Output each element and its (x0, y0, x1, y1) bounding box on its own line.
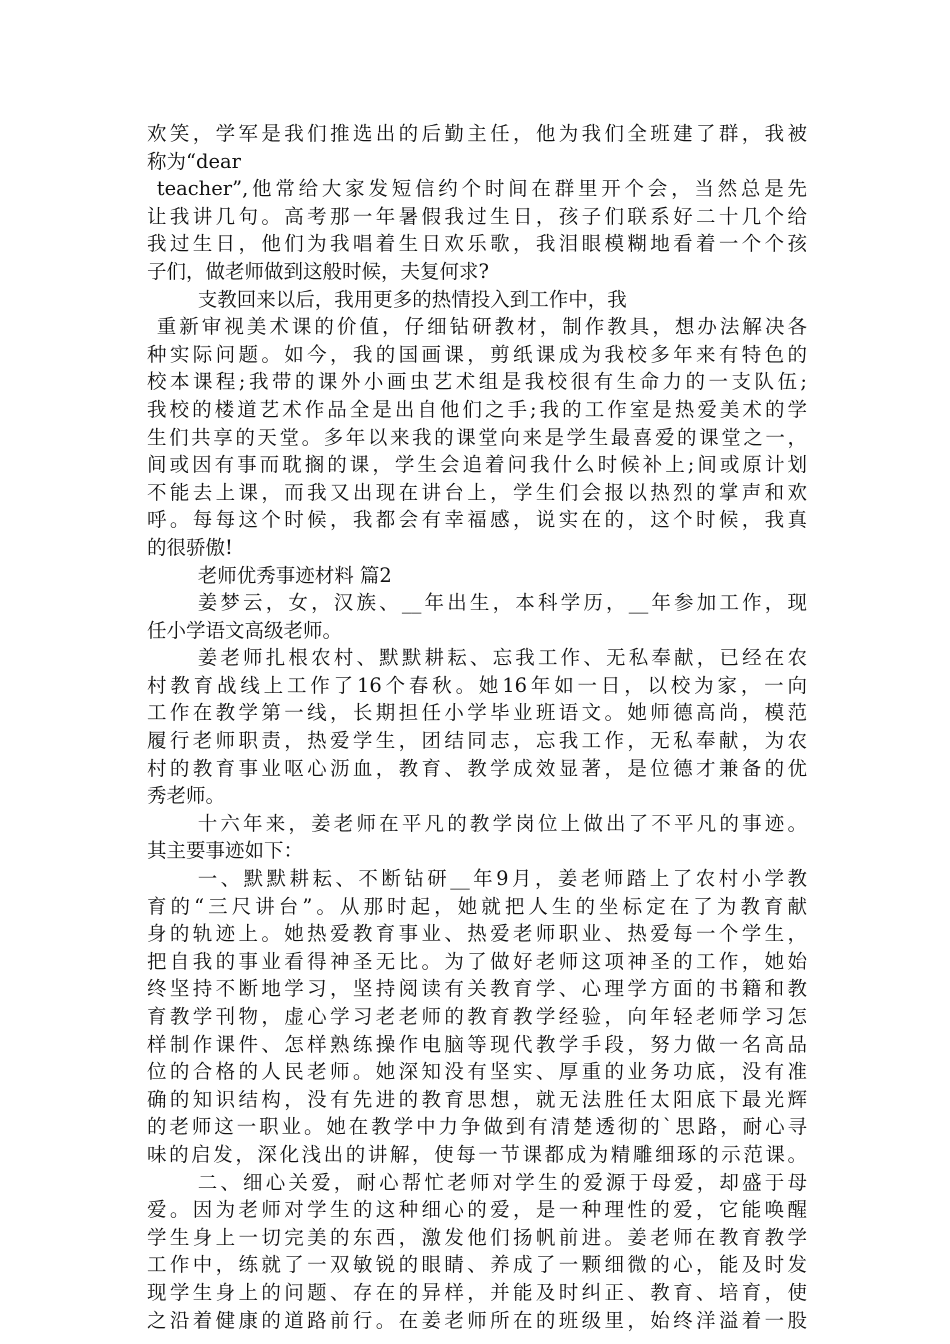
text-line: 村教育战线上工作了16个春秋。她16年如一日，以校为家，一向 (147, 673, 807, 697)
text-line: 工作中，练就了一双敏锐的眼睛、养成了一颗细微的心，能及时发 (147, 1253, 807, 1277)
paragraph-start-line: 姜梦云，女，汉族、__年出生，本科学历，__年参加工作，现 (197, 591, 807, 615)
text-line: 欢笑，学军是我们推选出的后勤主任，他为我们全班建了群，我被 (147, 122, 807, 145)
paragraph-start-line: 二、细心关爱，耐心帮忙老师对学生的爱源于母爱，却盛于母 (197, 1170, 807, 1194)
paragraph-start-line: 姜老师扎根农村、默默耕耘、忘我工作、无私奉献，已经在农 (197, 646, 807, 670)
text-line: teacher”,他常给大家发短信约个时间在群里开个会，当然总是先 (156, 177, 807, 201)
text-line: 确的知识结构，没有先进的教育思想，就无法胜任太阳底下最光辉 (147, 1087, 807, 1111)
text-line: 校本课程;我带的课外小画虫艺术组是我校很有生命力的一支队伍; (147, 370, 807, 394)
text-line: 履行老师职责，热爱学生，团结同志，忘我工作，无私奉献，为农 (147, 729, 807, 753)
text-line: 位的合格的人民老师。她深知没有坚实、厚重的业务功底，没有准 (147, 1060, 807, 1084)
paragraph-start-line: 一、默默耕耘、不断钻研__年9月，姜老师踏上了农村小学教 (197, 867, 807, 891)
text-line: 育教学刊物，虚心学习老老师的教育教学经验，向年轻老师学习怎 (147, 1005, 807, 1028)
text-line: 的老师这一职业。她在教学中力争做到有清楚透彻的`思路，耐心寻 (147, 1115, 807, 1139)
text-line: 生们共享的天堂。多年以来我的课堂向来是学生最喜爱的课堂之一， (147, 425, 807, 449)
text-line: 终坚持不断地学习，坚持阅读有关教育学、心理学方面的书籍和教 (147, 977, 807, 1001)
text-line: 不能去上课，而我又出现在讲台上，学生们会报以热烈的掌声和欢 (147, 480, 807, 504)
document-body (147, 120, 807, 1334)
text-line: 我过生日，他们为我唱着生日欢乐歌，我泪眼模糊地看着一个个孩 (147, 232, 807, 256)
text-line: 村的教育事业呕心沥血，教育、教学成效显著，是位德才兼备的优 (147, 756, 807, 780)
text-line: 子们，做老师做到这般时候，夫复何求? (147, 259, 489, 283)
text-line: 身的轨迹上。她热爱教育事业、热爱老师职业、热爱每一个学生， (147, 922, 807, 946)
text-line: 间或因有事而耽搁的课，学生会追着问我什么时候补上;间或原计划 (147, 453, 807, 477)
text-line: 味的启发，深化浅出的讲解，使每一节课都成为精雕细琢的示范课。 (147, 1142, 807, 1166)
text-line: 我校的楼道艺术作品全是出自他们之手;我的工作室是热爱美术的学 (147, 397, 807, 421)
text-line: 育的“三尺讲台”。从那时起，她就把人生的坐标定在了为教育献 (147, 894, 807, 918)
section-heading: 老师优秀事迹材料 篇2 (197, 563, 392, 587)
text-line: 重新审视美术课的价值，仔细钻研教材，制作教具，想办法解决各 (156, 315, 807, 339)
text-line: 称为“dear (147, 149, 241, 173)
text-line: 种实际问题。如今，我的国画课，剪纸课成为我校多年来有特色的 (147, 342, 807, 366)
text-line: 之沿着健康的道路前行。在姜老师所在的班级里，始终洋溢着一股 (147, 1308, 807, 1332)
text-line: 的很骄傲! (147, 535, 233, 559)
paragraph-start-line: 十六年来，姜老师在平凡的教学岗位上做出了不平凡的事迹。 (197, 811, 807, 835)
text-line: 把自我的事业看得神圣无比。为了做好老师这项神圣的工作，她始 (147, 949, 807, 973)
paragraph-start-line: 支教回来以后，我用更多的热情投入到工作中，我 (197, 287, 627, 311)
text-line: 学生身上一切完美的东西，激发他们扬帆前进。姜老师在教育教学 (147, 1225, 807, 1249)
text-line: 呼。每每这个时候，我都会有幸福感，说实在的，这个时候，我真 (147, 508, 807, 532)
text-line: 工作在教学第一线，长期担任小学毕业班语文。她师德高尚，模范 (147, 701, 807, 725)
text-line: 样制作课件、怎样熟练操作电脑等现代教学手段，努力做一名高品 (147, 1032, 807, 1056)
text-line: 现学生身上的问题、存在的异样，并能及时纠正、教育、培育，使 (147, 1280, 807, 1304)
text-line: 其主要事迹如下： (147, 839, 304, 863)
text-line: 任小学语文高级老师。 (147, 618, 343, 642)
text-line: 让我讲几句。高考那一年暑假我过生日，孩子们联系好二十几个给 (147, 204, 807, 228)
text-line: 爱。因为老师对学生的这种细心的爱，是一种理性的爱，它能唤醒 (147, 1198, 807, 1222)
text-line: 秀老师。 (147, 784, 226, 808)
